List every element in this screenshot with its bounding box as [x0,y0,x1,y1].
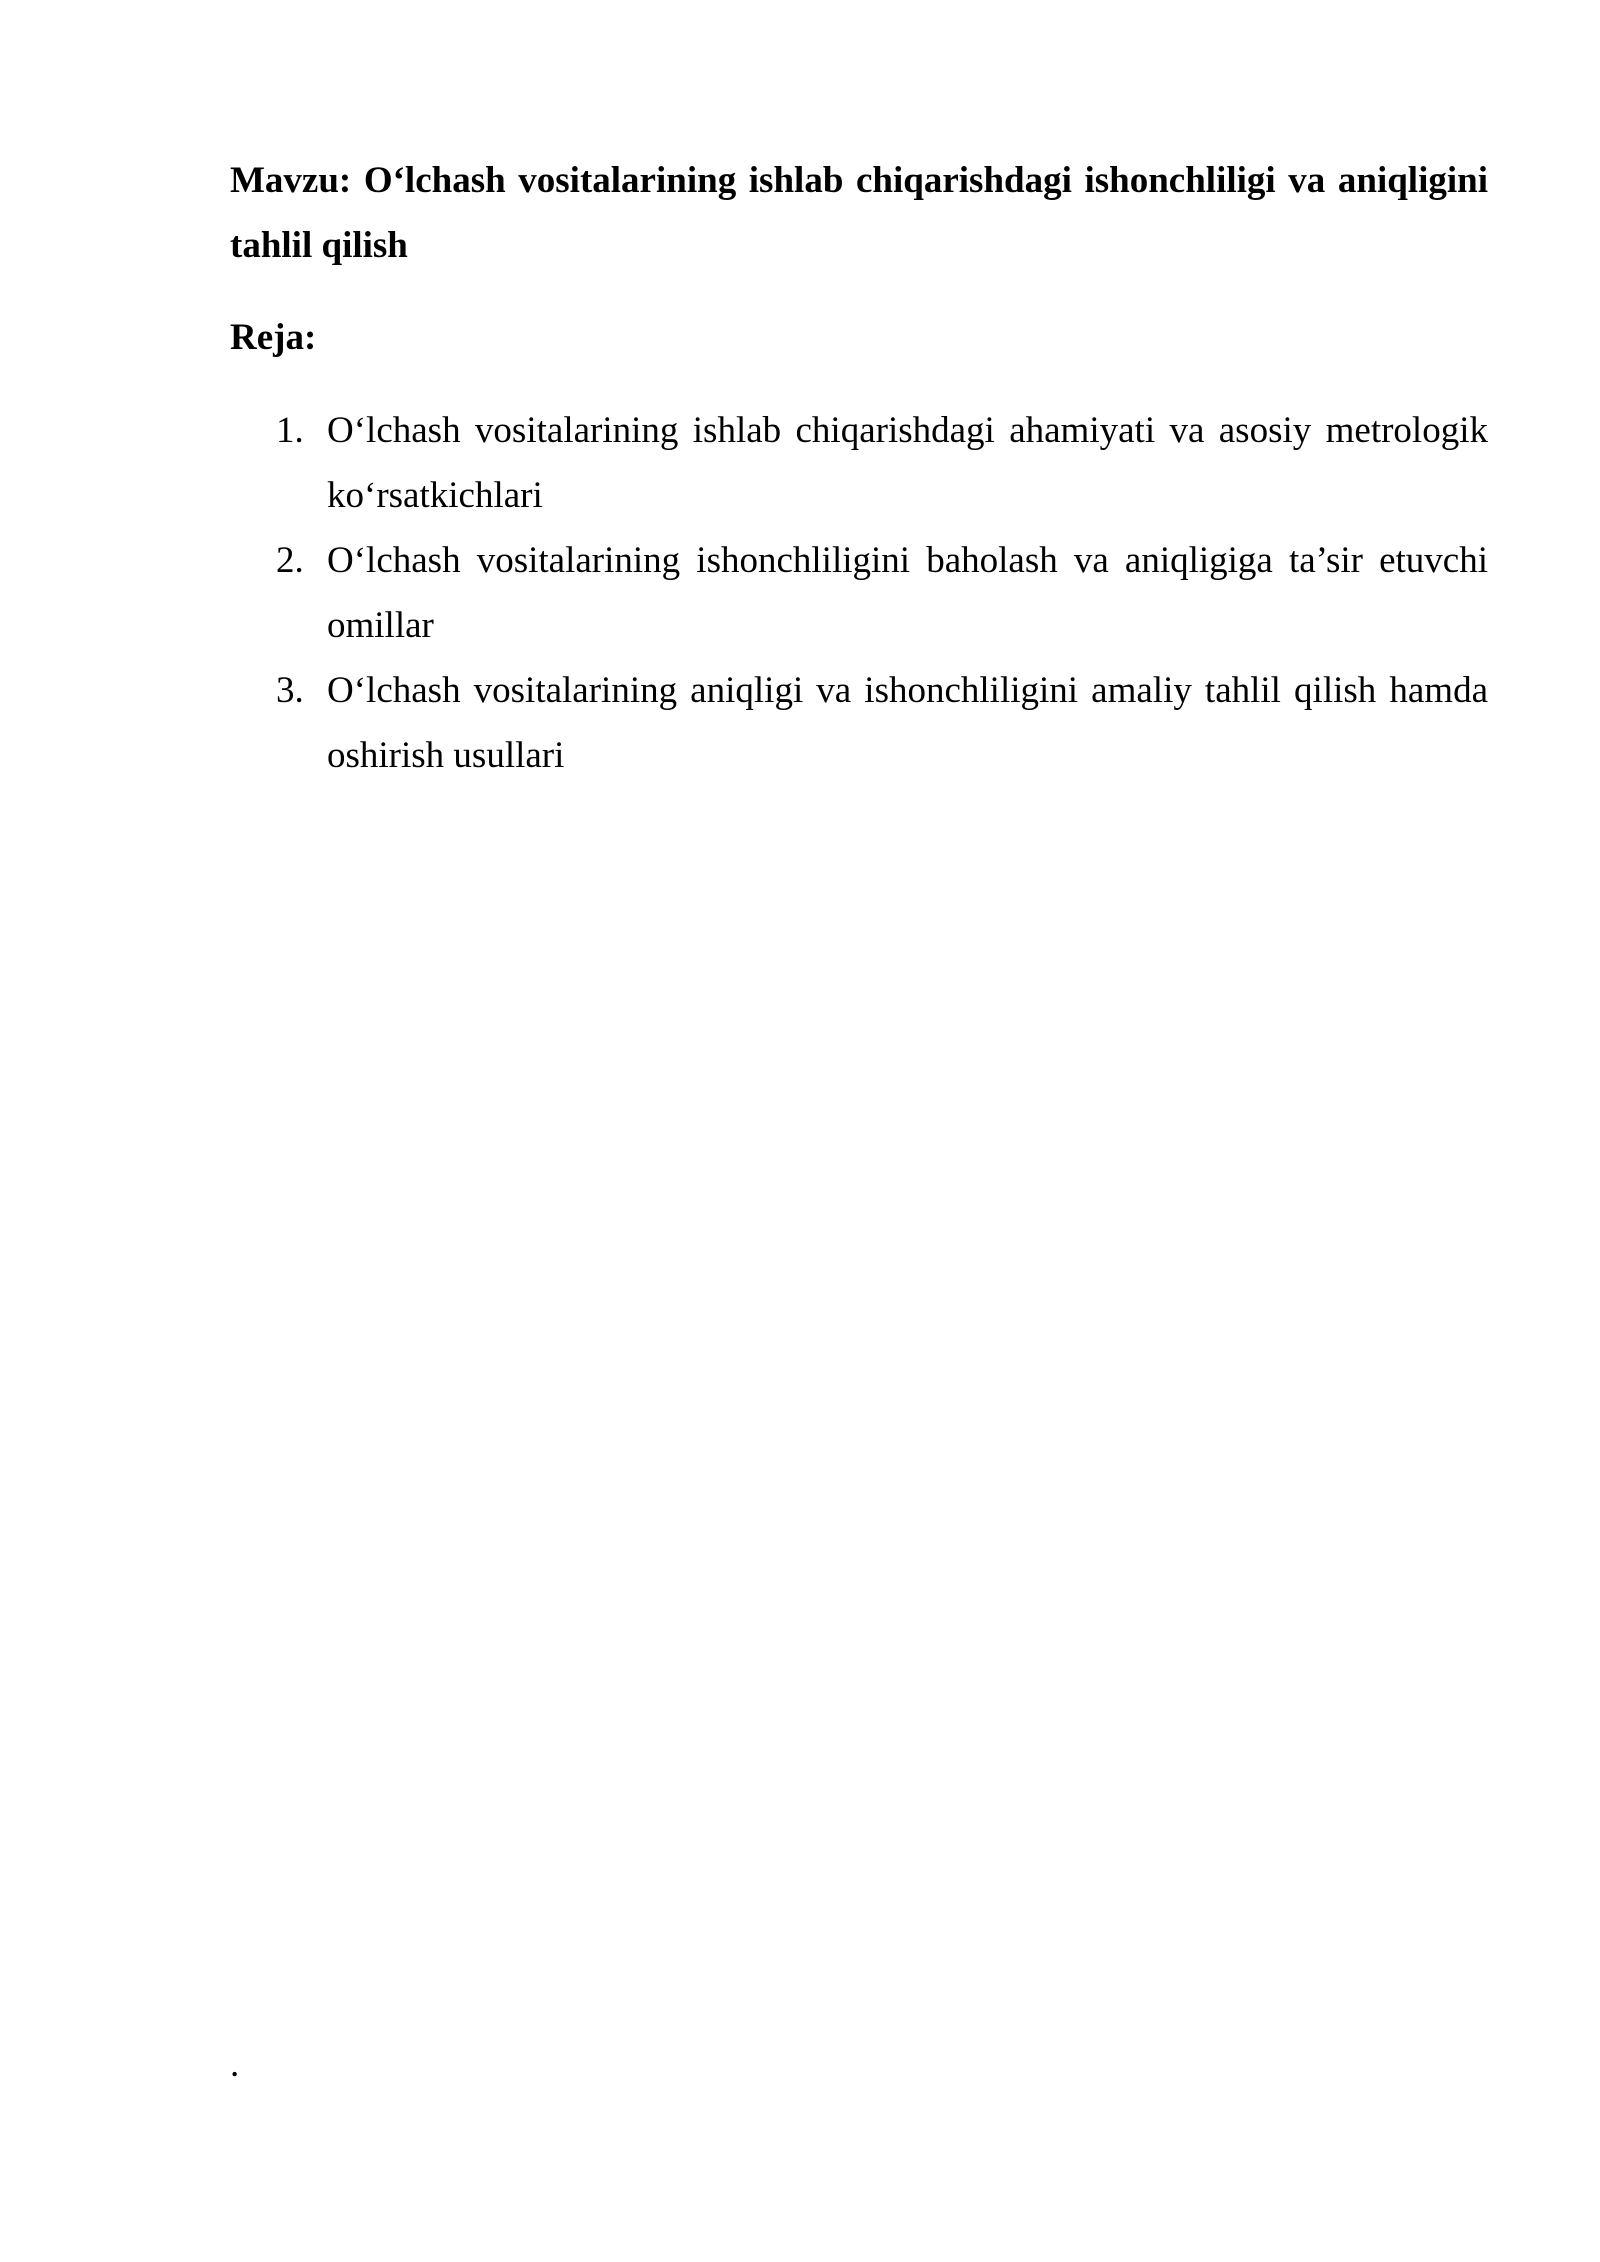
plan-item-text: O‘lchash vositalarining ishlab chiqarishdagi ahamiyati va asosiy metrologik ko‘rsatkichlari [327,410,1488,516]
document-title: Mavzu: O‘lchash vositalarining ishlab chiqarishdagi ishonchliligi va aniqligini tahlil qilish [230,160,1488,266]
plan-list [230,398,1488,788]
plan-item [230,528,1488,658]
document-body [230,148,1488,788]
footer-mark: . [230,2044,240,2085]
plan-item [230,658,1488,788]
plan-item-number: 1. [276,410,304,451]
plan-item-number: 3. [276,670,304,711]
plan-item-number: 2. [276,540,304,581]
plan-item-text: O‘lchash vositalarining aniqligi va ishonchliligini amaliy tahlil qilish hamda oshirish usullari [327,670,1488,776]
plan-item-text: O‘lchash vositalarining ishonchliligini baholash va aniqligiga ta’sir etuvchi omillar [327,540,1488,646]
plan-item [230,398,1488,528]
plan-heading: Reja: [230,317,317,358]
